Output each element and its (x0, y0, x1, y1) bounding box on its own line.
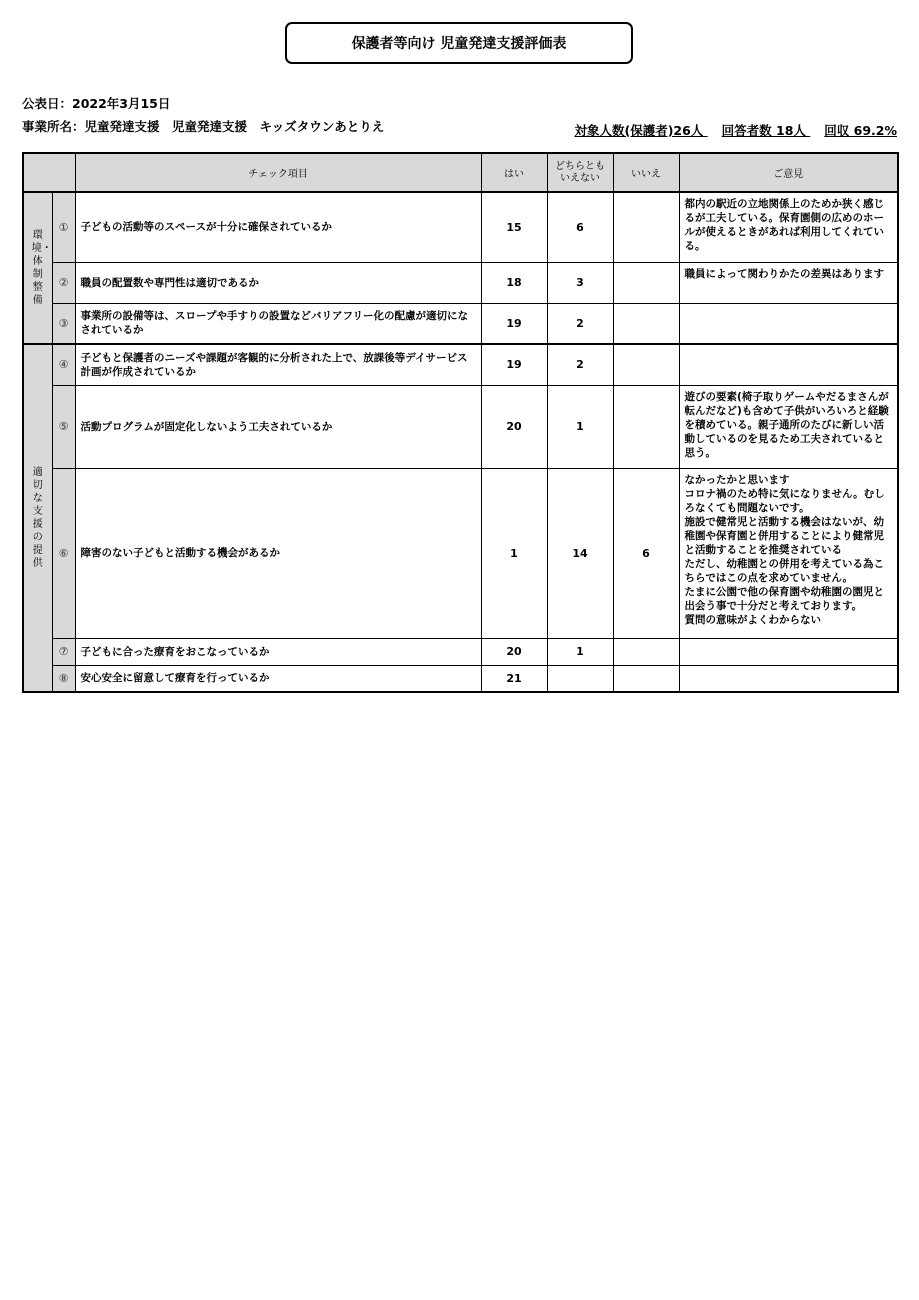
neither-count: 1 (547, 638, 613, 665)
no-count (613, 638, 679, 665)
check-item: 障害のない子どもと活動する機会があるか (75, 468, 481, 638)
check-item: 安心安全に留意して療育を行っているか (75, 665, 481, 692)
row-number: ④ (52, 344, 75, 385)
evaluation-table (22, 152, 899, 693)
table-row (23, 638, 898, 665)
header-opinion: ご意見 (679, 153, 898, 192)
opinion: 職員によって関わりかたの差異はあります (679, 262, 898, 303)
row-number: ⑧ (52, 665, 75, 692)
header-check-item: チェック項目 (75, 153, 481, 192)
row-number: ⑦ (52, 638, 75, 665)
no-count (613, 344, 679, 385)
opinion (679, 303, 898, 344)
table-row (23, 344, 898, 385)
row-number: ⑤ (52, 385, 75, 468)
yes-count: 18 (481, 262, 547, 303)
opinion: なかったかと思います コロナ禍のため特に気になりません。むしろなくても問題ないです。 施設で健常児と活動する機会はないが、幼稚園や保育園と併用することにより健常児と活動することを推奨されている ただし、幼稚園との併用を考えている為こちらではこの点を求めていません。 たまに公園で他の保育園や幼稚園の園児と出会う事で十分だと考えております。 質問の意味がよくわからない (679, 468, 898, 638)
opinion (679, 638, 898, 665)
opinion (679, 665, 898, 692)
table-row (23, 468, 898, 638)
neither-count (547, 665, 613, 692)
yes-count: 20 (481, 638, 547, 665)
no-count (613, 262, 679, 303)
no-count (613, 303, 679, 344)
no-count (613, 385, 679, 468)
opinion: 遊びの要素(椅子取りゲームやだるまさんが転んだなど)も含めて子供がいろいろと経験を積めている。親子通所のたびに新しい活動しているのを見るため工夫されていると思う。 (679, 385, 898, 468)
check-item: 子どもに合った療育をおこなっているか (75, 638, 481, 665)
row-number: ③ (52, 303, 75, 344)
row-number: ② (52, 262, 75, 303)
check-item: 活動プログラムが固定化しないよう工夫されているか (75, 385, 481, 468)
table-row (23, 385, 898, 468)
check-item: 子どもの活動等のスペースが十分に確保されているか (75, 192, 481, 262)
check-item: 職員の配置数や専門性は適切であるか (75, 262, 481, 303)
yes-count: 19 (481, 303, 547, 344)
row-number: ⑥ (52, 468, 75, 638)
no-count (613, 665, 679, 692)
yes-count: 1 (481, 468, 547, 638)
header-yes: はい (481, 153, 547, 192)
yes-count: 21 (481, 665, 547, 692)
no-count: 6 (613, 468, 679, 638)
yes-count: 15 (481, 192, 547, 262)
response-summary (574, 121, 897, 139)
neither-count: 1 (547, 385, 613, 468)
page-title: 保護者等向け 児童発達支援評価表 (285, 22, 633, 64)
table-row (23, 665, 898, 692)
table-row (23, 303, 898, 344)
category-support: 適切な支援の提供 (23, 344, 52, 692)
header-neither: どちらとも いえない (547, 153, 613, 192)
opinion (679, 344, 898, 385)
check-item: 子どもと保護者のニーズや課題が客観的に分析された上で、放課後等デイサービス計画が作成されているか (75, 344, 481, 385)
header-no: いいえ (613, 153, 679, 192)
category-environment: 環境・体制整備 (23, 192, 52, 344)
neither-count: 3 (547, 262, 613, 303)
target-count: 対象人数(保護者)26人 (574, 123, 704, 138)
neither-count: 2 (547, 344, 613, 385)
neither-count: 14 (547, 468, 613, 638)
opinion: 都内の駅近の立地関係上のためか狭く感じるが工夫している。保育園側の広めのホールが使えるときがあれば利用してくれている。 (679, 192, 898, 262)
check-item: 事業所の設備等は、スロープや手すりの設置などバリアフリー化の配慮が適切になされているか (75, 303, 481, 344)
neither-count: 6 (547, 192, 613, 262)
header-corner (23, 153, 75, 192)
neither-count: 2 (547, 303, 613, 344)
yes-count: 19 (481, 344, 547, 385)
published-date: 公表日：2022年3月15日 (22, 96, 171, 111)
table-row (23, 192, 898, 262)
collection-rate: 回収 69.2% (824, 123, 897, 138)
row-number: ① (52, 192, 75, 262)
no-count (613, 192, 679, 262)
table-row (23, 262, 898, 303)
yes-count: 20 (481, 385, 547, 468)
respondent-count: 回答者数 18人 (721, 123, 806, 138)
facility-name: 事業所名：児童発達支援 児童発達支援 キッズタウンあとりえ (22, 119, 385, 134)
